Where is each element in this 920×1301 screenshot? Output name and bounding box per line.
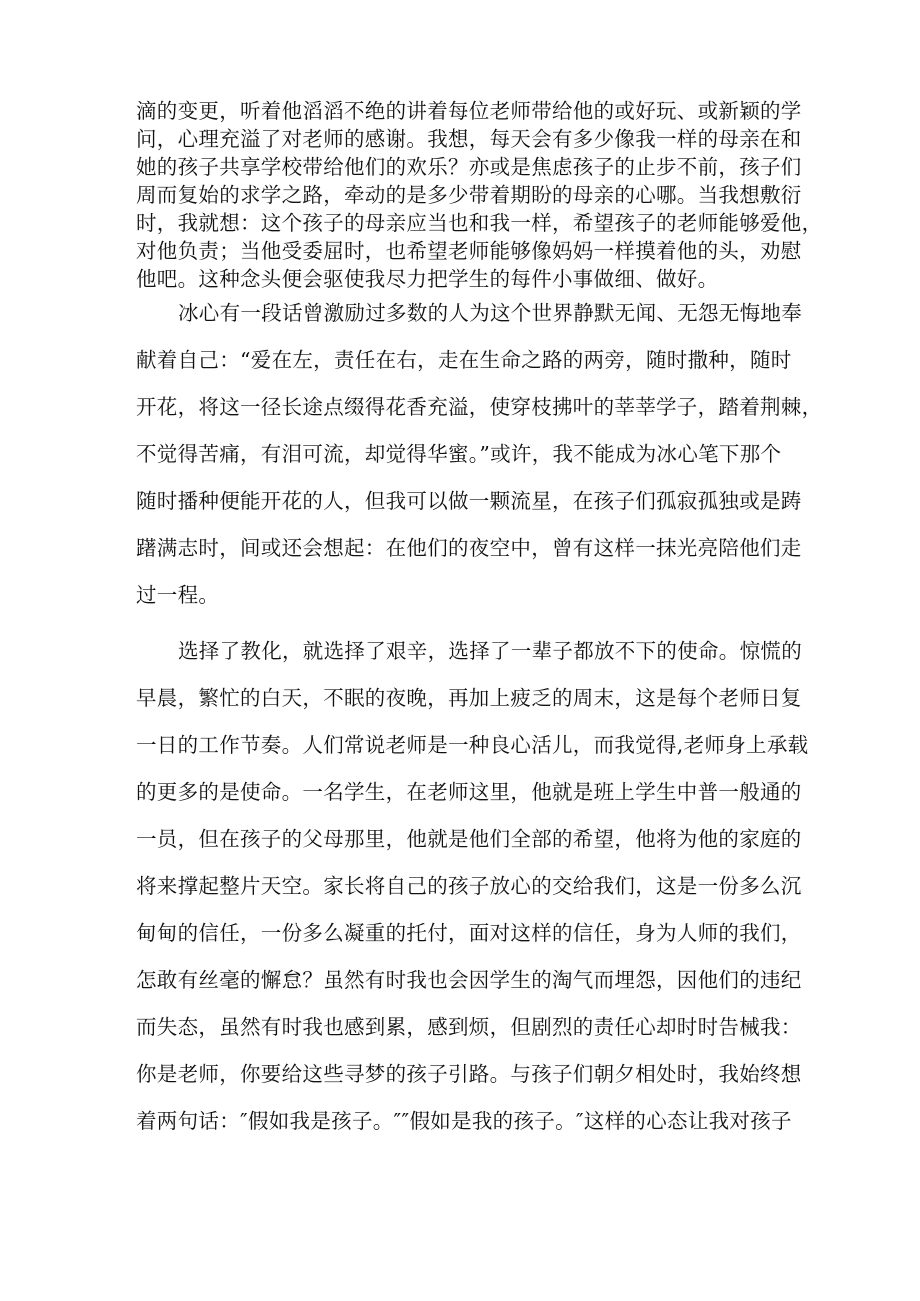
text-line: 一日的工作节奏。人们常说老师是一种良心活儿，而我觉得,老师身上承载 [136, 733, 809, 757]
paragraph-2 [136, 290, 823, 619]
text-line: 他吧。这种念头便会驱使我尽力把学生的每件小事做细、做好。 [136, 267, 719, 291]
paragraph-3 [136, 628, 809, 1145]
text-line: 早晨，繁忙的白天，不眠的夜晚，再加上疲乏的周末，这是每个老师日复 [136, 686, 802, 710]
text-line: 随时播种便能开花的人，但我可以做一颗流星，在孩子们孤寂孤独或是踌 [136, 489, 802, 513]
text-line: 甸甸的信任，一份多么凝重的托付，面对这样的信任，身为人师的我们， [136, 921, 802, 945]
text-line: 周而复始的求学之路，牵动的是多少带着期盼的母亲的心哪。当我想敷衍 [136, 183, 802, 207]
text-line: 过一程。 [136, 583, 220, 607]
text-line: 不觉得苦痛，有泪可流，却觉得华蜜。”或许，我不能成为冰心笔下那个 [136, 442, 782, 466]
paragraph-1 [136, 97, 823, 293]
text-line: 冰心有一段话曾激励过多数的人为这个世界静默无闻、无怨无悔地奉 [178, 301, 802, 325]
text-line: 她的孩子共享学校带给他们的欢乐？亦或是焦虑孩子的止步不前，孩子们 [136, 155, 802, 179]
text-line: 着两句话：″假如我是孩子。″″假如是我的孩子。″这样的心态让我对孩子 [136, 1109, 792, 1133]
text-line: 对他负责；当他受委屈时，也希望老师能够像妈妈一样摸着他的头，劝慰 [136, 239, 802, 263]
text-line: 选择了教化，就选择了艰辛，选择了一辈子都放不下的使命。惊慌的 [178, 639, 802, 663]
text-line: 怎敢有丝毫的懈怠？虽然有时我也会因学生的淘气而埋怨，因他们的违纪 [136, 968, 802, 992]
text-line: 将来撑起整片天空。家长将自己的孩子放心的交给我们，这是一份多么沉 [136, 874, 802, 898]
text-line: 你是老师，你要给这些寻梦的孩子引路。与孩子们朝夕相处时，我始终想 [136, 1062, 802, 1086]
text-line: 躇满志时，间或还会想起：在他们的夜空中，曾有这样一抹光亮陪他们走 [136, 536, 802, 560]
text-line: 的更多的是使命。一名学生，在老师这里，他就是班上学生中普一般通的 [136, 780, 802, 804]
text-line: 开花，将这一径长途点缀得花香充溢，使穿枝拂叶的莘莘学子，踏着荆棘， [136, 395, 823, 419]
text-line: 一员，但在孩子的父母那里，他就是他们全部的希望，他将为他的家庭的 [136, 827, 802, 851]
text-line: 而失态，虽然有时我也感到累，感到烦，但剧烈的责任心却时时告械我： [136, 1015, 802, 1039]
text-line: 滴的变更，听着他滔滔不绝的讲着每位老师带给他的或好玩、或新颖的学 [136, 99, 802, 123]
text-line: 时，我就想：这个孩子的母亲应当也和我一样，希望孩子的老师能够爱他， [136, 211, 823, 235]
text-line: 问，心理充溢了对老师的感谢。我想，每天会有多少像我一样的母亲在和 [136, 127, 802, 151]
text-line: 献着自己：“爱在左，责任在右，走在生命之路的两旁，随时撒种，随时 [136, 348, 792, 372]
